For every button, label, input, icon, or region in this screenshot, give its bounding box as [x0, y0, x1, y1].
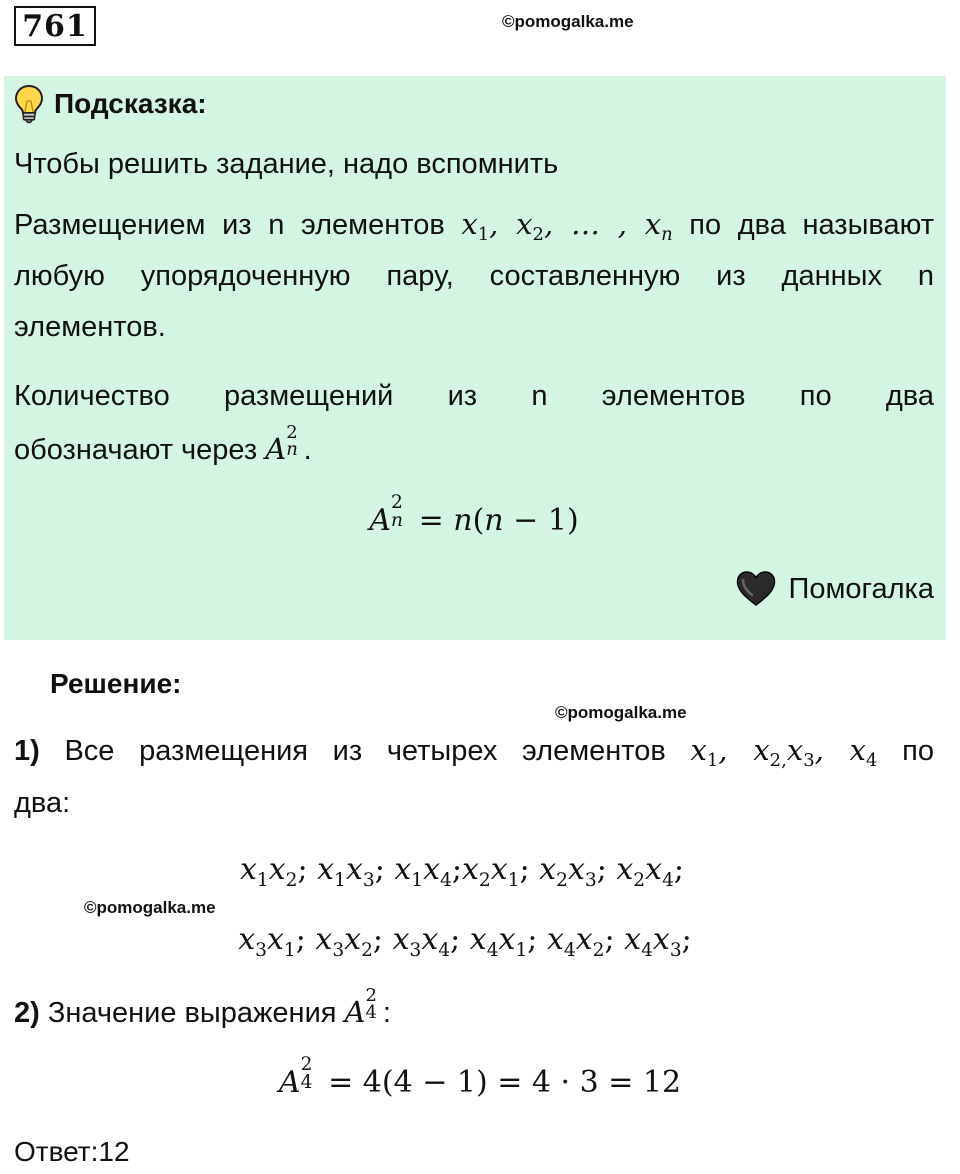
hint-title-text: Подсказка:	[54, 88, 207, 119]
a-n-2-symbol: A 2 n	[265, 421, 298, 466]
arrangements-row-2: $x_3x_1$; $x_3x_2$; $x_3x_4$; $x_4x_1$; $x_4x_2$; $x_4x_3$;	[238, 922, 692, 961]
hint-title	[14, 84, 207, 124]
definition-line-1	[14, 199, 934, 250]
step-1-line-1	[14, 725, 934, 776]
lightbulb-icon	[14, 84, 44, 124]
arrangement-formula: A 2 n = n(n − 1)	[369, 491, 579, 538]
watermark: ©pomogalka.me	[84, 898, 216, 917]
step-1-text: Все размещения из четырех элементов	[64, 735, 666, 767]
step-2-number: 2)	[14, 997, 40, 1029]
count-text: обозначают через	[14, 434, 258, 466]
count-line-2: обозначают через A 2 n .	[14, 421, 312, 466]
hint-intro: Чтобы решить задание, надо вспомнить	[14, 148, 559, 180]
step-1-tail: по	[902, 735, 934, 767]
step-2-line: 2) Значение выражения A 2 4 :	[14, 984, 391, 1029]
definition-line-2: любую упорядоченную пару, составленную из данных n	[14, 260, 934, 292]
elements-formula: $x_1$, $x_2$, … , $x_n$	[461, 207, 673, 246]
definition-line-3: элементов.	[14, 311, 166, 343]
step-1-number: 1)	[14, 735, 40, 767]
step-2-text: Значение выражения	[47, 997, 337, 1029]
brand-signature	[735, 570, 934, 608]
a-4-2-symbol: A 2 4	[344, 984, 377, 1029]
arrangements-row-1: $x_1x_2$; $x_1x_3$; $x_1x_4;x_2x_1$; $x_2x_3$; $x_2x_4$;	[239, 852, 685, 891]
watermark: ©pomogalka.me	[555, 703, 687, 722]
brand-name: Помогалка	[788, 572, 934, 605]
heart-icon	[735, 570, 777, 608]
watermark: ©pomogalka.me	[502, 12, 634, 31]
answer: Ответ:12	[14, 1136, 130, 1167]
step-1-line-2: два:	[14, 787, 71, 819]
task-number: 761	[14, 6, 96, 46]
count-line-1: Количество размещений из n элементов по два	[14, 380, 934, 412]
calculation-formula: A 2 4 = 4(4 − 1) = 4 · 3 = 12	[278, 1053, 682, 1100]
four-elements: $x_1$, $x_{2,}x_3$, $x_4$	[690, 733, 878, 772]
definition-start: Размещением из n элементов	[14, 209, 445, 241]
solution-title: Решение:	[50, 668, 182, 699]
definition-end: по два называют	[689, 209, 935, 241]
